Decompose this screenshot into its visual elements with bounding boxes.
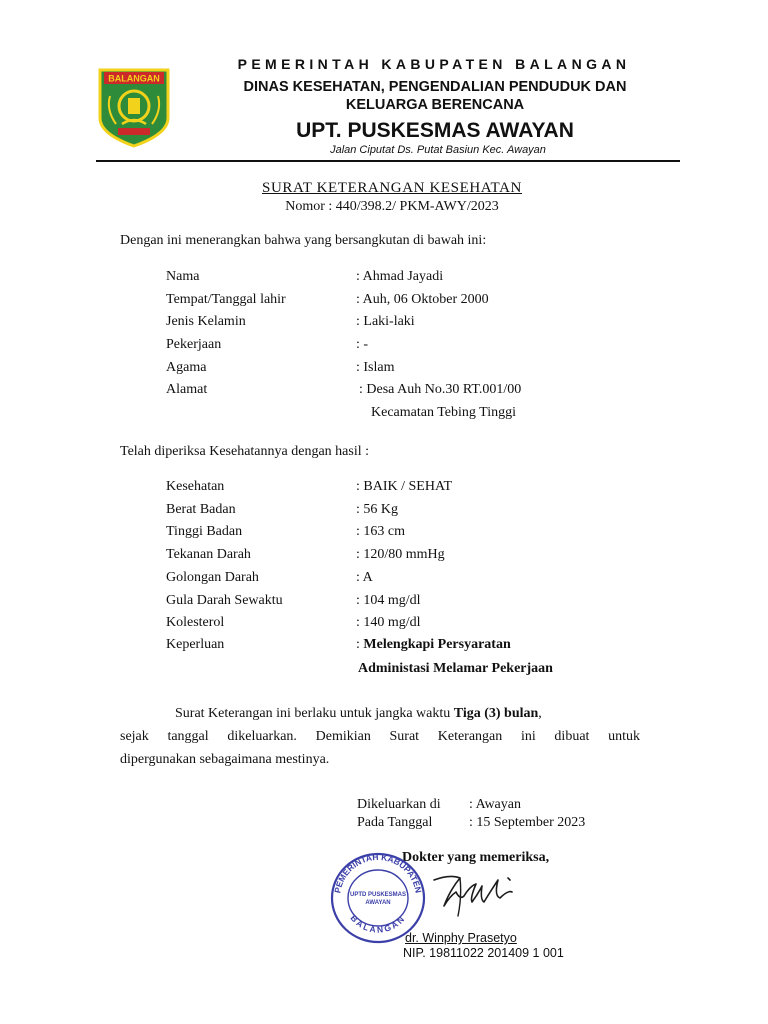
result-label: Kolesterol bbox=[166, 615, 225, 630]
issued-place-value: : Awayan bbox=[469, 797, 521, 812]
header-government: PEMERINTAH KABUPATEN BALANGAN bbox=[237, 56, 631, 72]
result-label: Golongan Darah bbox=[166, 570, 259, 585]
closing-line-1 bbox=[175, 706, 542, 722]
identity-label: Nama bbox=[166, 269, 200, 284]
header-divider bbox=[96, 160, 680, 162]
result-value: : BAIK / SEHAT bbox=[356, 479, 453, 494]
identity-label: Tempat/Tanggal lahir bbox=[166, 292, 286, 307]
result-label: Gula Darah Sewaktu bbox=[166, 593, 283, 608]
issued-place-label: Dikeluarkan di bbox=[357, 797, 441, 812]
result-value: : 56 Kg bbox=[356, 502, 398, 517]
identity-label: Jenis Kelamin bbox=[166, 314, 246, 329]
letter-number: Nomor : 440/398.2/ PKM-AWY/2023 bbox=[285, 199, 499, 214]
exam-intro-text: Telah diperiksa Kesehatannya dengan hasil : bbox=[120, 444, 369, 459]
identity-value: : - bbox=[356, 337, 369, 352]
stamp-bottom-text: BALANGAN bbox=[348, 912, 408, 935]
stamp-outer-text: PEMERINTAH KABUPATEN bbox=[332, 851, 424, 894]
doctor-nip: NIP. 19811022 201409 1 001 bbox=[403, 946, 564, 960]
identity-value: : Ahmad Jayadi bbox=[356, 269, 444, 284]
validity-period: Tiga (3) bulan bbox=[453, 706, 539, 721]
header-institution: UPT. PUSKESMAS AWAYAN bbox=[296, 119, 574, 142]
closing-line-1-text: Surat Keterangan ini berlaku untuk jangka waktu bbox=[175, 706, 454, 721]
identity-value: : Desa Auh No.30 RT.001/00 bbox=[359, 382, 522, 397]
purpose-line-1: Melengkapi Persyaratan bbox=[363, 637, 511, 652]
identity-label: Pekerjaan bbox=[166, 337, 222, 352]
identity-value: : Laki-laki bbox=[356, 314, 415, 329]
identity-value: : Islam bbox=[356, 360, 395, 375]
doctor-signature-icon bbox=[420, 856, 530, 928]
doctor-title: Dokter yang memeriksa, bbox=[402, 850, 550, 865]
issued-date-label: Pada Tanggal bbox=[357, 815, 433, 830]
header-address: Jalan Ciputat Ds. Putat Basiun Kec. Awayan bbox=[330, 144, 546, 156]
stamp-inner-line-1: UPTD PUSKESMAS bbox=[349, 892, 407, 898]
closing-line-2: sejak tanggal dikeluarkan. Demikian Surat Keterangan ini dibuat untuk bbox=[120, 729, 640, 744]
header-department: DINAS KESEHATAN, PENGENDALIAN PENDUDUK DAN bbox=[243, 79, 627, 95]
purpose-line-2: Administasi Melamar Pekerjaan bbox=[358, 661, 553, 676]
closing-line-3: dipergunakan sebagaimana mestinya. bbox=[120, 752, 330, 767]
result-label: Tekanan Darah bbox=[166, 547, 251, 562]
svg-text:PEMERINTAH KABUPATEN bbox=[332, 852, 423, 894]
result-label: Tinggi Badan bbox=[166, 524, 243, 539]
result-value: : 163 cm bbox=[356, 524, 405, 539]
result-value: : 120/80 mmHg bbox=[356, 547, 445, 562]
purpose-colon: : bbox=[356, 637, 364, 652]
header-department-2: KELUARGA BERENCANA bbox=[345, 97, 525, 113]
issued-date-value: : 15 September 2023 bbox=[469, 815, 586, 830]
logo-text: BALANGAN bbox=[108, 73, 160, 84]
result-value: : 140 mg/dl bbox=[356, 615, 421, 630]
result-value: : 104 mg/dl bbox=[356, 593, 421, 608]
purpose-label: Keperluan bbox=[166, 637, 225, 652]
result-label: Kesehatan bbox=[166, 479, 225, 494]
result-label: Berat Badan bbox=[166, 502, 236, 517]
identity-label: Agama bbox=[166, 360, 207, 375]
purpose-value bbox=[356, 637, 511, 653]
svg-text:BALANGAN bbox=[349, 913, 408, 935]
intro-text: Dengan ini menerangkan bahwa yang bersangkutan di bawah ini: bbox=[120, 233, 487, 248]
identity-value: : Auh, 06 Oktober 2000 bbox=[356, 292, 489, 307]
closing-line-1-end: , bbox=[538, 706, 542, 721]
stamp-inner-line-2: AWAYAN bbox=[365, 900, 391, 906]
identity-label: Alamat bbox=[166, 382, 208, 397]
identity-value-continued: Kecamatan Tebing Tinggi bbox=[371, 405, 516, 420]
letter-title: SURAT KETERANGAN KESEHATAN bbox=[262, 180, 522, 196]
result-value: : A bbox=[356, 570, 373, 585]
doctor-name: dr. Winphy Prasetyo bbox=[405, 931, 517, 945]
